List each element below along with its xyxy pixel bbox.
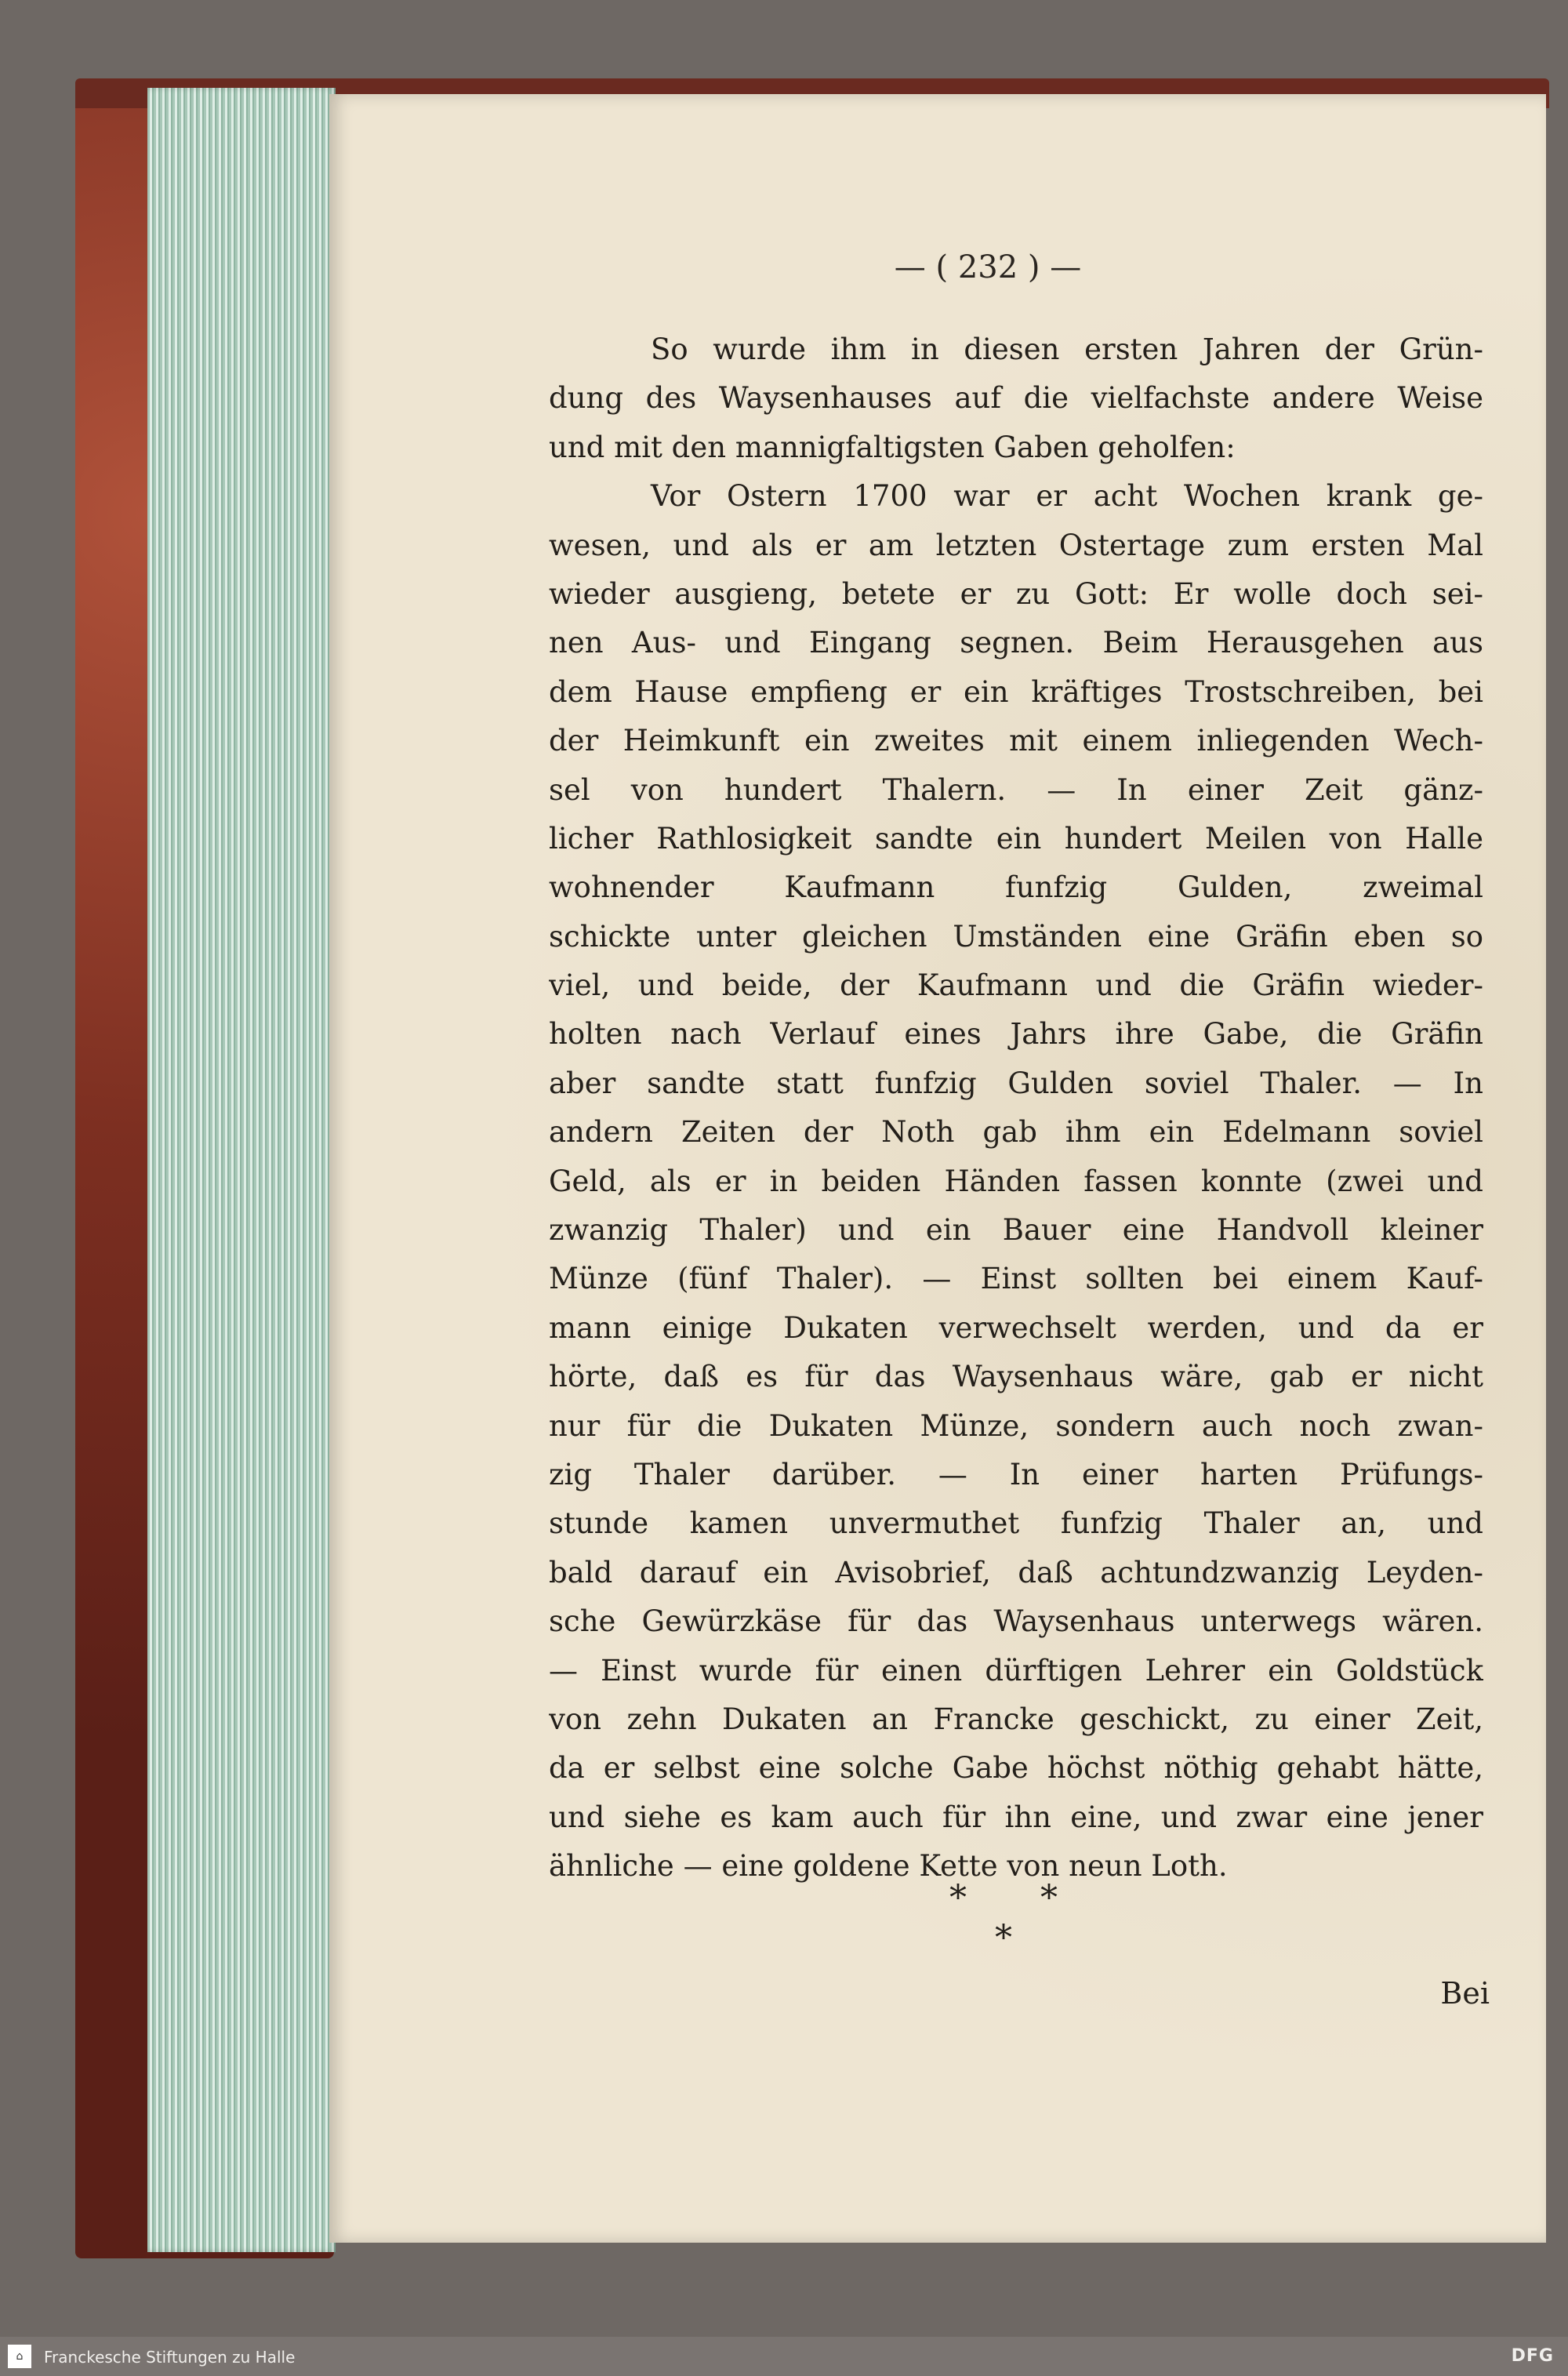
text-line: der Heimkunft ein zweites mit einem inliegenden Wech-	[549, 724, 1483, 758]
text-line: mann einige Dukaten verwechselt werden, und da er	[549, 1310, 1483, 1345]
text-line: dung des Waysenhauses auf die vielfachste andere Weise	[549, 381, 1483, 416]
text-line: andern Zeiten der Noth gab ihm ein Edelmann soviel	[549, 1115, 1483, 1150]
text-line: sel von hundert Thalern. — In einer Zeit gänz-	[549, 772, 1483, 807]
catchword: Bei	[1440, 1976, 1490, 2011]
text-line: da er selbst eine solche Gabe höchst nöthig gehabt hätte,	[549, 1751, 1483, 1786]
text-line: Vor Ostern 1700 war er acht Wochen krank ge-	[651, 479, 1483, 514]
text-line: holten nach Verlauf eines Jahrs ihre Gabe, die Gräfin	[549, 1017, 1483, 1052]
text-line: — Einst wurde für einen dürftigen Lehrer ein Goldstück	[549, 1653, 1483, 1688]
text-line: wohnender Kaufmann funfzig Gulden, zweimal	[549, 870, 1483, 905]
text-line: ähnliche — eine goldene Kette von neun Loth.	[549, 1849, 1228, 1884]
text-line: wieder ausgieng, betete er zu Gott: Er wolle doch sei-	[549, 576, 1483, 611]
text-line: licher Rathlosigkeit sandte ein hundert Meilen von Halle	[549, 821, 1483, 856]
institution-name: Franckesche Stiftungen zu Halle	[44, 2348, 296, 2367]
text-line: stunde kamen unvermuthet funfzig Thaler an, und	[549, 1506, 1483, 1541]
text-line: und mit den mannigfaltigsten Gaben geholfen:	[549, 430, 1236, 464]
page-block-edges	[147, 88, 336, 2252]
text-line: und siehe es kam auch für ihn eine, und zwar eine jener	[549, 1800, 1483, 1834]
institution-logo-icon: ⌂	[8, 2345, 31, 2368]
dfg-logo: DFG	[1511, 2346, 1554, 2366]
text-line: dem Hause empfieng er ein kräftiges Trostschreiben, bei	[549, 674, 1483, 709]
text-line: zig Thaler darüber. — In einer harten Prüfungs-	[549, 1457, 1483, 1491]
page-number-header: — ( 232 ) —	[894, 249, 1082, 285]
text-line: zwanzig Thaler) und ein Bauer eine Handvoll kleiner	[549, 1213, 1483, 1248]
text-line: von zehn Dukaten an Francke geschickt, zu einer Zeit,	[549, 1702, 1483, 1736]
text-line: wesen, und als er am letzten Ostertage zum ersten Mal	[549, 528, 1483, 562]
text-line: viel, und beide, der Kaufmann und die Gräfin wieder-	[549, 968, 1483, 1003]
text-line: nur für die Dukaten Münze, sondern auch noch zwan-	[549, 1408, 1483, 1443]
text-line: schickte unter gleichen Umständen eine Gräfin eben so	[549, 919, 1483, 954]
text-line: Geld, als er in beiden Händen fassen konnte (zwei und	[549, 1164, 1483, 1198]
asterism-ornament: * * *	[949, 1878, 1089, 1958]
body-text	[549, 325, 1483, 1891]
text-line: sche Gewürzkäse für das Waysenhaus unterwegs wären.	[549, 1604, 1483, 1639]
text-line: Münze (fünf Thaler). — Einst sollten bei einem Kauf-	[549, 1262, 1483, 1296]
text-line: So wurde ihm in diesen ersten Jahren der Grün-	[651, 332, 1483, 366]
viewer-footer	[0, 2337, 1568, 2376]
text-line: nen Aus- und Eingang segnen. Beim Herausgehen aus	[549, 626, 1483, 660]
text-line: aber sandte statt funfzig Gulden soviel Thaler. — In	[549, 1066, 1483, 1100]
text-line: bald darauf ein Avisobrief, daß achtundzwanzig Leyden-	[549, 1555, 1483, 1589]
text-line: hörte, daß es für das Waysenhaus wäre, gab er nicht	[549, 1360, 1483, 1394]
